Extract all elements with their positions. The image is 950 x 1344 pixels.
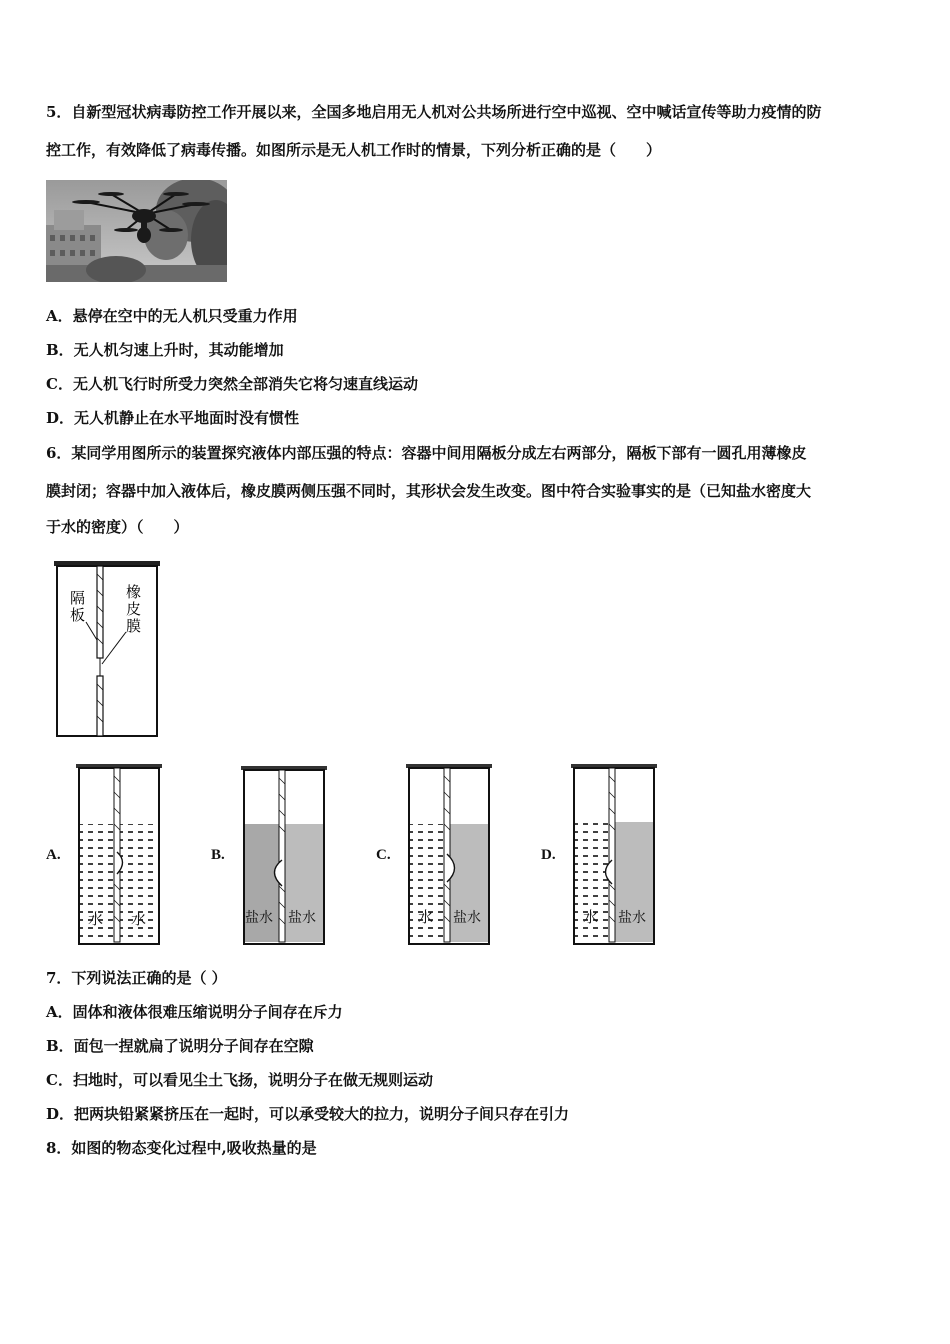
- q6-choice-b-right-liquid: 盐水: [288, 910, 316, 926]
- q7-option-a: A．固体和液体很难压缩说明分子间存在斥力: [46, 1003, 343, 1021]
- membrane-label-char-3: 膜: [126, 617, 142, 635]
- q5-option-d: D．无人机静止在水平地面时没有惯性: [46, 409, 300, 427]
- q8-stem: 8．如图的物态变化过程中,吸收热量的是: [46, 1139, 317, 1157]
- q6-stem-line1: 6．某同学用图所示的装置探究液体内部压强的特点：容器中间用隔板分成左右两部分，隔板下部有一圆孔用薄橡皮: [46, 444, 807, 462]
- q6-choice-b-letter: B.: [211, 847, 225, 863]
- q7-stem: 7．下列说法正确的是（ ）: [46, 969, 227, 987]
- membrane-label-char-1: 橡: [126, 583, 142, 601]
- q6-choice-d-letter: D.: [541, 847, 556, 863]
- q6-choice-a-right-liquid: 水: [131, 910, 147, 928]
- q7-option-b: B．面包一捏就扁了说明分子间存在空隙: [46, 1037, 314, 1055]
- membrane-label-char-2: 皮: [126, 600, 142, 618]
- q5-option-c: C．无人机飞行时所受力突然全部消失它将匀速直线运动: [46, 375, 418, 393]
- q6-choice-c-left-liquid: 水: [418, 908, 434, 926]
- q6-choice-c-diagram: [406, 764, 492, 946]
- q7-option-d: D．把两块铅紧紧挤压在一起时，可以承受较大的拉力，说明分子间只存在引力: [46, 1105, 570, 1123]
- q6-choice-b-diagram: [241, 766, 327, 946]
- q5-option-a: A．悬停在空中的无人机只受重力作用: [46, 307, 298, 325]
- q5-stem-line1: 5．自新型冠状病毒防控工作开展以来，全国多地启用无人机对公共场所进行空中巡视、空中喊话宣传等助力疫情的防: [46, 103, 822, 121]
- partition-label-char-2: 板: [70, 606, 86, 624]
- q6-choice-b-left-liquid: 盐水: [245, 910, 273, 926]
- q6-choice-c-letter: C.: [376, 847, 391, 863]
- partition-label-char-1: 隔: [70, 589, 86, 607]
- q6-choice-c-right-liquid: 盐水: [453, 910, 481, 926]
- q6-stem-line2: 膜封闭；容器中加入液体后，橡皮膜两侧压强不同时，其形状会发生改变。图中符合实验事实的是（已知盐水密度大: [46, 482, 812, 500]
- q6-choice-a-diagram: [76, 764, 162, 946]
- q7-option-c: C．扫地时，可以看见尘土飞扬，说明分子在做无规则运动: [46, 1071, 433, 1089]
- q6-choice-a-left-liquid: 水: [88, 910, 104, 928]
- q6-choice-d-diagram: [571, 764, 657, 946]
- container-diagram: [48, 560, 168, 740]
- q5-stem-line2: 控工作，有效降低了病毒传播。如图所示是无人机工作时的情景，下列分析正确的是（ ）: [46, 141, 662, 159]
- drone-photo: [46, 180, 227, 282]
- q6-stem-line3: 于水的密度）（ ）: [46, 518, 189, 536]
- q6-choice-d-right-liquid: 盐水: [618, 910, 646, 926]
- q6-choice-d-left-liquid: 水: [583, 908, 599, 926]
- q5-option-b: B．无人机匀速上升时，其动能增加: [46, 341, 284, 359]
- q6-choice-a-letter: A.: [46, 847, 61, 863]
